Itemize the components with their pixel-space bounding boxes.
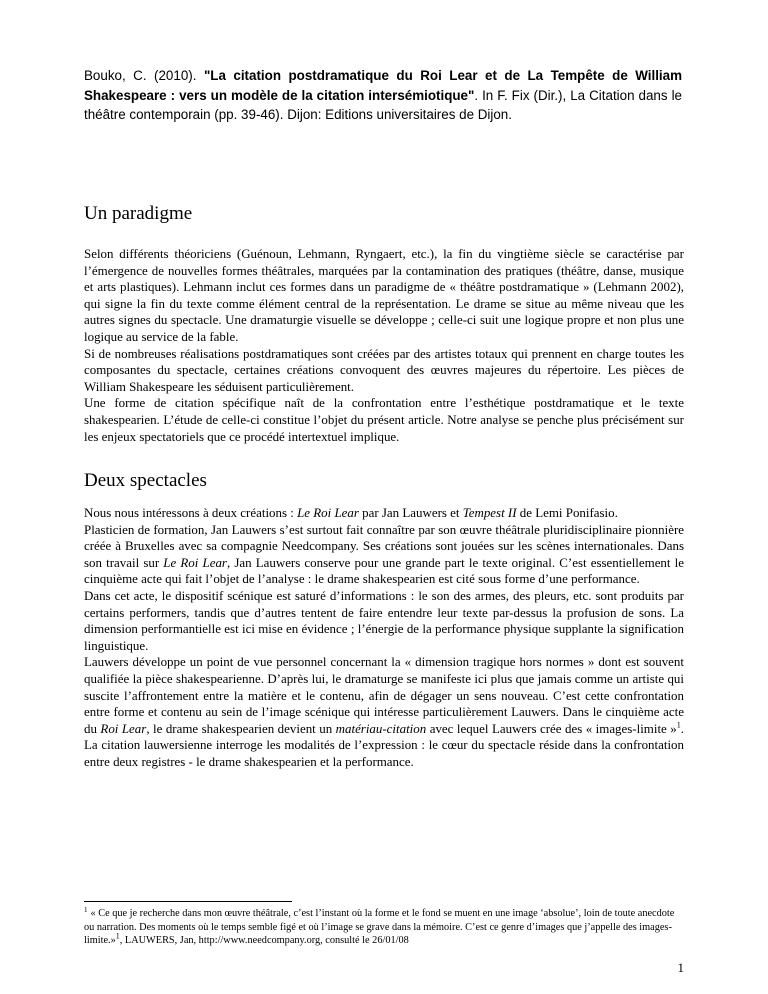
page-number: 1 xyxy=(677,960,684,975)
bibliographic-citation xyxy=(84,66,682,125)
footnote-inner-reference: 1 xyxy=(115,931,120,941)
paragraph: Si de nombreuses réalisations postdramatiques sont créées par des artistes totaux qui prennent en charge toutes les composantes du spectacle, certaines créations convoquent des œuvres majeures du répertoire. Les pièces de William Shakespeare les séduisent particulièrement. xyxy=(84,345,684,394)
footnote-source: , LAUWERS, Jan, http://www.needcompany.org, consulté le 26/01/08 xyxy=(119,935,409,947)
footnote-reference[interactable]: 1 xyxy=(676,720,681,730)
text-run: , Jan Lauwers conserve pour une grande part le texte original. C’est essentiellement le cinquième acte qui fait l’objet de l’analyse : le drame shakespearien est cité sous forme d’une performance. xyxy=(84,554,684,587)
work-title: Tempest II xyxy=(462,505,517,520)
paragraph xyxy=(84,654,684,770)
text-run: avec lequel Lauwers crée des « images-limite » xyxy=(426,720,677,736)
text-run: Nous nous intéressons à deux créations : xyxy=(84,505,298,520)
citation-title: "La citation postdramatique du Roi Lear et de La Tempête de William Shakespeare : vers un modèle de la citation intersémiotique" xyxy=(84,68,682,103)
work-title: Le Roi Lear xyxy=(297,505,359,520)
paragraph: Selon différents théoriciens (Guénoun, Lehmann, Ryngaert, etc.), la fin du vingtième siècle se caractérise par l’émergence de nouvelles formes théâtrales, marquées par la contamination des pratiques (théâtre, danse, musique et arts plastiques). Lehmann inclut ces formes dans un paradigme de « théâtre postdramatique » (Lehmann 2002), qui signe la fin du texte comme élément central de la représentation. Le drame se situe au même niveau que les autres signes du spectacle. Une dramaturgie visuelle se développe ; celle-ci suit une logique propre et non plus une logique au service de la fable. xyxy=(84,246,684,344)
text-run: de Lemi Ponifasio. xyxy=(516,505,618,520)
text-run: par Jan Lauwers et xyxy=(358,505,463,520)
text-run: . La citation lauwersienne interroge les modalités de l’expression : le cœur du spectacle réside dans la confrontation entre deux registres - le drame shakespearien et la performance. xyxy=(84,720,684,769)
term-emphasis: matériau-citation xyxy=(335,720,427,736)
section-heading-spectacles: Deux spectacles xyxy=(84,470,207,491)
citation-authors: Bouko, C. (2010). xyxy=(84,68,204,83)
section-spectacles-body xyxy=(84,505,684,771)
footnote-text: « Ce que je recherche dans mon œuvre théâtrale, c’est l’instant où la forme et le fond se muent en une image ‘absolue’, loin de toute anecdote ou narration. Des moments où le temps semble figé et où l’image se grave dans la mémoire. C’est ce genre d’images que j’appelle des images-limite.» xyxy=(84,908,675,947)
text-run: , le drame shakespearien devient un xyxy=(146,720,336,736)
paragraph xyxy=(84,522,684,588)
footnote xyxy=(84,907,684,948)
paragraph xyxy=(84,505,684,522)
footnote-separator xyxy=(84,901,292,902)
footnote-number: 1 xyxy=(84,905,88,914)
section-heading-paradigme: Un paradigme xyxy=(84,203,193,224)
paragraph: Dans cet acte, le dispositif scénique est saturé d’informations : le son des armes, des pleurs, etc. sont produits par certains performers, tandis que d’autres tentent de faire entendre leur texte par-dessus la profusion de sons. La dimension performantielle est ici mise en évidence ; l’énergie de la performance physique supplante la signification linguistique. xyxy=(84,587,684,653)
work-title: Roi Lear xyxy=(100,720,147,736)
text-run: Plasticien de formation, Jan Lauwers s’est surtout fait connaître par son œuvre théâtrale pluridisciplinaire pionnière créée à Bruxelles avec sa compagnie Needcompany. Ses créations sont jouées sur les scènes internationales. Dans son travail sur xyxy=(84,521,684,570)
work-title: Le Roi Lear xyxy=(163,554,227,570)
paragraph: Une forme de citation spécifique naît de la confrontation entre l’esthétique postdramatique et le texte shakespearien. L’étude de celle-ci constitue l’objet du présent article. Notre analyse se penche plus précisément sur les enjeux spectatoriels que ce procédé intertextuel implique. xyxy=(84,395,684,444)
section-paradigme-body xyxy=(84,246,684,445)
text-run: Lauwers développe un point de vue personnel concernant la « dimension tragique hors normes » dont est souvent qualifiée la pièce shakespearienne. D’après lui, le dramaturge se manifeste ici plus que jamais comme un artiste qui suscite l’affrontement entre la matière et le contenu, afin de dégager un sens nouveau. C’est cette confrontation entre forme et contenu au sein de l’image scénique qui intéresse particulièrement Lauwers. Dans le cinquième acte du xyxy=(84,654,684,736)
citation-publication: . In F. Fix (Dir.), La Citation dans le théâtre contemporain (pp. 39-46). Dijon: Editions universitaires de Dijon. xyxy=(84,87,682,123)
